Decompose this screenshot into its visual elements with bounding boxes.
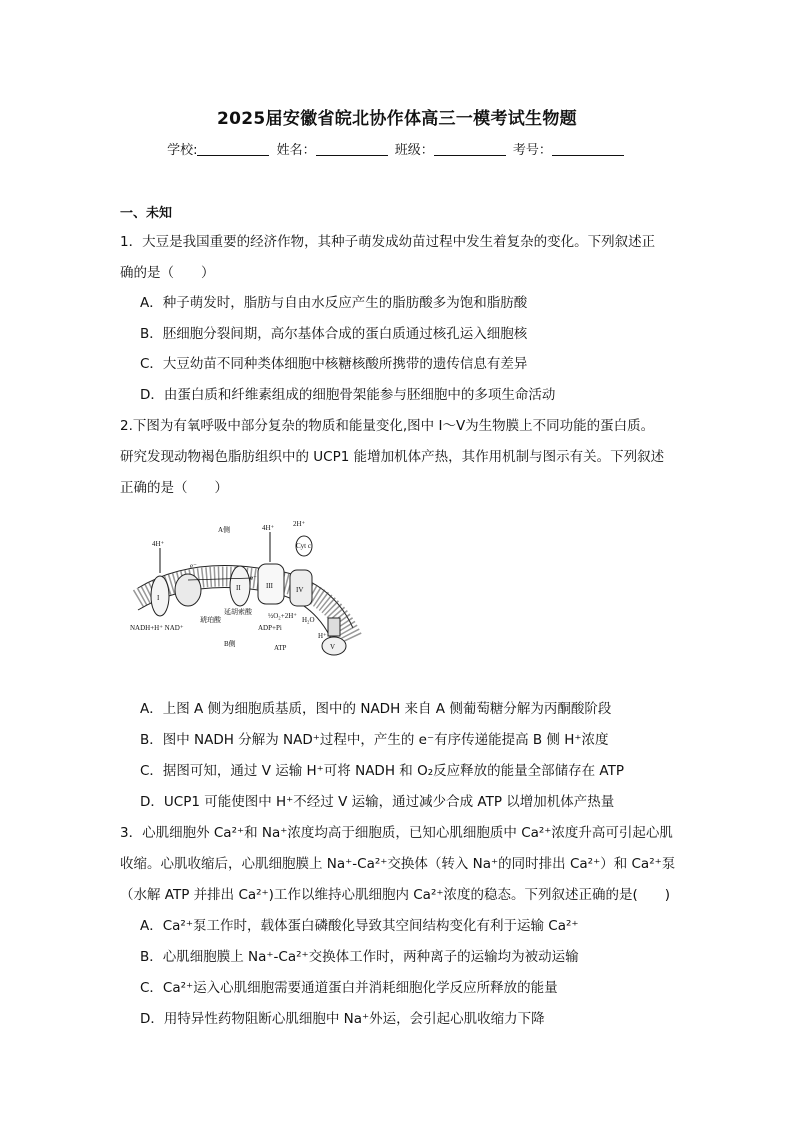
label-h4-mid: 4H⁺ (262, 524, 275, 532)
name-blank (316, 142, 388, 156)
q3-option-d: D．用特异性药物阻断心肌细胞中 Na⁺外运，会引起心肌收缩力下降 (140, 1011, 545, 1027)
q1-option-d: D．由蛋白质和纤维素组成的细胞骨架能参与胚细胞中的多项生命活动 (140, 387, 556, 403)
label-e2: e⁻ (250, 574, 257, 582)
q3-stem-line-3: （水解 ATP 并排出 Ca²⁺)工作以维持心肌细胞内 Ca²⁺浓度的稳态。下列叙述正确的是( ) (120, 887, 671, 903)
q2-option-a: A．上图 A 侧为细胞质基质，图中的 NADH 来自 A 侧葡萄糖分解为丙酮酸阶段 (140, 701, 612, 717)
protein-v-stalk (328, 618, 340, 636)
q3-option-b: B．心肌细胞膜上 Na⁺-Ca²⁺交换体工作时，两种离子的运输均为被动运输 (140, 949, 579, 965)
student-info-row (0, 139, 794, 158)
q2-stem-line-1: 2.下图为有氧呼吸中部分复杂的物质和能量变化,图中 I～V为生物膜上不同功能的蛋白质。 (120, 418, 655, 434)
number-label: 考号： (512, 143, 552, 158)
q1-option-c: C．大豆幼苗不同种类体细胞中核糖核酸所携带的遗传信息有差异 (140, 356, 528, 372)
label-iv: IV (296, 586, 304, 594)
q1-stem-line-2: 确的是（ ） (120, 265, 215, 281)
q1-option-b: B．胚细胞分裂间期，高尔基体合成的蛋白质通过核孔运入细胞核 (140, 326, 528, 342)
q1-option-a: A．种子萌发时，脂肪与自由水反应产生的脂肪酸多为饱和脂肪酸 (140, 295, 528, 311)
exam-title: 2025届安徽省皖北协作体高三一模考试生物题 (217, 109, 577, 129)
label-h2o: H₂O (302, 616, 315, 624)
label-succinate: 琥珀酸 (200, 616, 221, 624)
label-h4-left: 4H⁺ (152, 540, 165, 548)
protein-i (151, 576, 169, 616)
label-nadh: NADH+H⁺ NAD⁺ (130, 624, 184, 632)
name-label: 姓名： (276, 143, 316, 158)
label-fumarate: 延胡索酸 (224, 608, 252, 616)
school-label: 学校: (167, 143, 198, 158)
q2-stem-line-2: 研究发现动物褐色脂肪组织中的 UCP1 能增加机体产热，其作用机制与图示有关。下列叙述 (120, 449, 665, 465)
q3-stem-line-2: 收缩。心肌收缩后，心肌细胞膜上 Na⁺-Ca²⁺交换体（转入 Na⁺的同时排出 Ca²⁺）和 Ca²⁺泵 (120, 856, 676, 872)
number-blank (552, 142, 624, 156)
label-a-side: A侧 (218, 526, 231, 534)
school-blank (197, 142, 269, 156)
q3-option-c: C．Ca²⁺运入心肌细胞需要通道蛋白并消耗细胞化学反应所释放的能量 (140, 980, 558, 996)
q2-option-c: C．据图可知，通过 V 运输 H⁺可将 NADH 和 O₂反应释放的能量全部储存在 ATP (140, 763, 624, 779)
section-heading: 一、未知 (120, 206, 173, 221)
label-atp: ATP (274, 644, 287, 652)
label-v: V (330, 643, 336, 651)
label-adp: ADP+Pi (258, 624, 282, 632)
label-iii: III (266, 582, 273, 590)
label-o2: ½O₂+2H⁺ (268, 612, 297, 620)
q2-option-b: B．图中 NADH 分解为 NAD⁺过程中，产生的 e⁻有序传递能提高 B 侧 H⁺浓度 (140, 732, 609, 748)
label-ii: II (236, 584, 241, 592)
q1-stem-line-1: 1．大豆是我国重要的经济作物，其种子萌发成幼苗过程中发生着复杂的变化。下列叙述正 (120, 234, 656, 250)
label-hplus: H⁺ (318, 632, 327, 640)
q3-stem-line-1: 3．心肌细胞外 Ca²⁺和 Na⁺浓度均高于细胞质，已知心肌细胞质中 Ca²⁺浓度升高可引起心肌 (120, 825, 673, 841)
label-b-side: B侧 (224, 640, 236, 648)
class-label: 班级： (394, 143, 434, 158)
q3-option-a: A．Ca²⁺泵工作时，载体蛋白磷酸化导致其空间结构变化有利于运输 Ca²⁺ (140, 918, 579, 934)
label-h2-top: 2H⁺ (293, 520, 306, 528)
q2-option-d: D．UCP1 可能使图中 H⁺不经过 V 运输，通过减少合成 ATP 以增加机体产热量 (140, 794, 615, 810)
q2-stem-line-3: 正确的是（ ） (120, 480, 228, 496)
label-e1: e⁻ (190, 562, 197, 570)
label-i: I (157, 594, 160, 602)
label-cytc: Cyt c (296, 542, 311, 550)
respiration-chain-figure (128, 518, 368, 666)
protein-i-b (175, 574, 201, 606)
class-blank (434, 142, 506, 156)
